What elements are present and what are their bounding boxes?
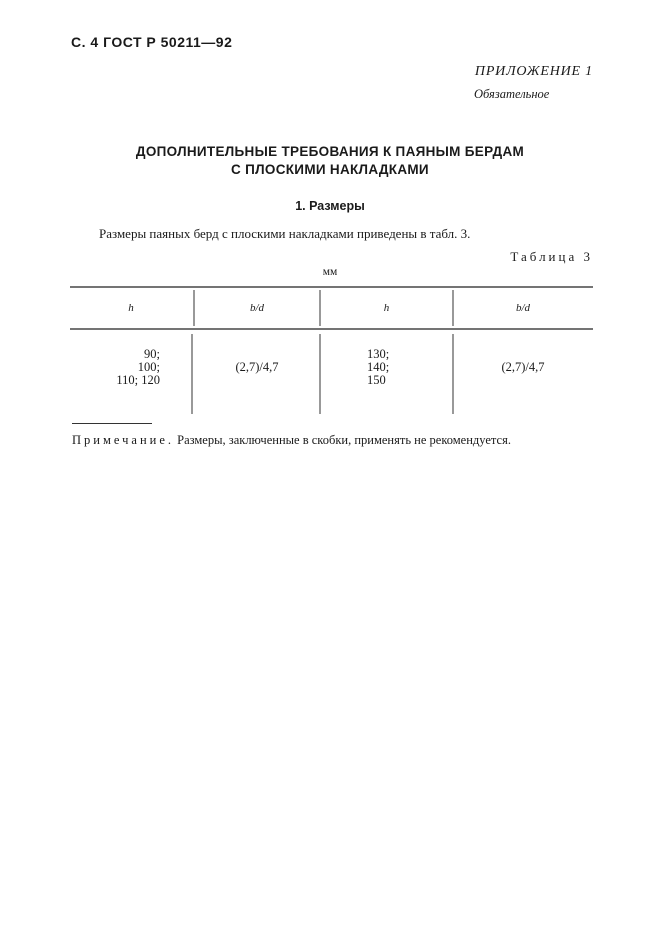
table-caption: Таблица 3 <box>510 249 593 264</box>
h-value: 130; <box>367 347 390 361</box>
header-bd-1: b/d <box>249 302 265 314</box>
page-header: С. 4 ГОСТ Р 50211—92 <box>71 34 233 50</box>
h-value: 110; 120 <box>116 373 160 387</box>
header-h-2: h <box>383 302 390 314</box>
appendix-label: ПРИЛОЖЕНИЕ 1 <box>474 64 593 79</box>
h-value: 140; <box>367 360 390 374</box>
dimensions-table <box>70 286 593 416</box>
bd-value-1: (2,7)/4,7 <box>235 360 279 374</box>
table-row <box>367 348 389 387</box>
appendix-status: Обязательное <box>474 87 550 101</box>
h-value: 90; <box>144 347 160 361</box>
table-row <box>116 348 160 387</box>
header-h-1: h <box>128 302 134 314</box>
title-line-2: С ПЛОСКИМИ НАКЛАДКАМИ <box>231 162 429 177</box>
body-paragraph: Размеры паяных берд с плоскими накладками приведены в табл. 3. <box>99 226 471 241</box>
h-value: 100; <box>137 360 160 374</box>
title-line-1: ДОПОЛНИТЕЛЬНЫЕ ТРЕБОВАНИЯ К ПАЯНЫМ БЕРДАМ <box>135 144 525 159</box>
note-text: Размеры, заключенные в скобки, применять не рекомендуется. <box>177 433 511 447</box>
document-title <box>70 143 590 179</box>
section-heading: 1. Размеры <box>295 199 365 213</box>
table-note <box>72 432 594 449</box>
note-label: Примечание. <box>72 433 175 447</box>
table-units: мм <box>322 266 338 278</box>
h-value: 150 <box>367 373 386 387</box>
bd-value-2: (2,7)/4,7 <box>501 360 545 374</box>
header-bd-2: b/d <box>515 302 531 314</box>
note-separator <box>72 423 152 424</box>
